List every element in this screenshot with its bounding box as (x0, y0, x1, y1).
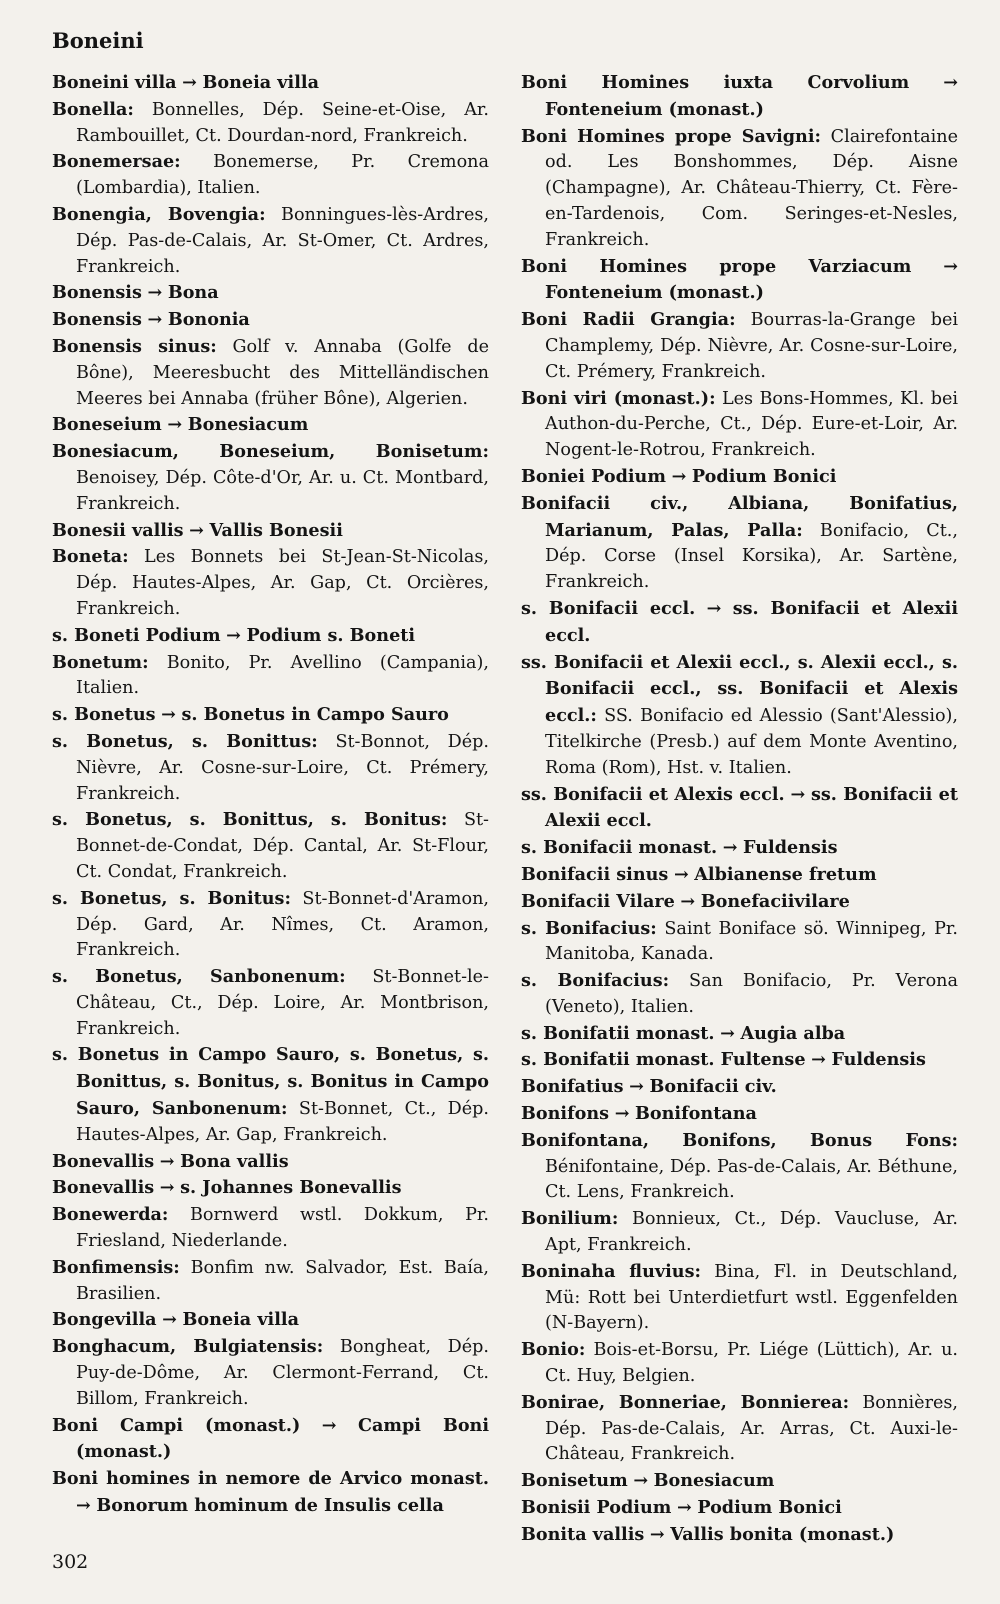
entry-description: Les Bonnets bei St-Jean-St-Nicolas, Dép. Hautes-Alpes, Ar. Gap, Ct. Orcières, Frankreich. (76, 547, 489, 619)
cross-reference-target: Podium s. Boneti (246, 624, 416, 646)
entry-description: Benoisey, Dép. Côte-d'Or, Ar. u. Ct. Montbard, Frankreich. (76, 467, 489, 514)
cross-reference-arrow-icon: → (649, 1523, 665, 1545)
entry-headword: Boni homines in nemore de Arvico monast. (52, 1468, 489, 1490)
cross-reference-arrow-icon: → (720, 1022, 735, 1044)
cross-reference-arrow-icon: → (147, 282, 163, 304)
entry-headword: Boni viri (monast.): (521, 387, 716, 409)
cross-reference-arrow-icon: → (162, 1309, 177, 1331)
entry-headword: Bonewerda: (52, 1204, 169, 1226)
cross-reference-target: ss. Bonifacii et Alexii eccl. (545, 783, 958, 832)
cross-reference-target: Bonefaciivilare (700, 890, 850, 912)
page-number: 302 (52, 1551, 89, 1573)
entry-headword: s. Boneti Podium (52, 624, 221, 646)
cross-reference-target: Augia alba (740, 1022, 846, 1044)
entry-description: SS. Bonifacio ed Alessio (Sant'Alessio), Titelkirche (Presb.) auf dem Monte Aventino, Roma (Rom), Hst. v. Italien. (545, 706, 958, 778)
cross-reference-arrow-icon: → (76, 1495, 91, 1517)
entry-description: St-Bonnet-de-Condat, Dép. Cantal, Ar. St-Flour, Ct. Condat, Frankreich. (76, 810, 490, 882)
entry-headword: Bonensis (52, 309, 142, 331)
dictionary-entry (52, 280, 489, 307)
cross-reference-arrow-icon: → (629, 1076, 644, 1098)
dictionary-entry (52, 650, 489, 703)
dictionary-entry (521, 1047, 958, 1074)
entry-description: Bina, Fl. in Deutschland, Mü: Rott bei Unterdietfurt wstl. Eggenfelden (N-Bayern). (545, 1261, 958, 1334)
dictionary-entry (52, 412, 489, 439)
entry-description: Bonifacio, Ct., Dép. Corse (Insel Korsika), Ar. Sartène, Frankreich. (545, 520, 958, 593)
dictionary-columns (52, 70, 959, 1545)
cross-reference-target: Fonteneium (monast.) (545, 282, 764, 304)
entry-headword: Bonensis sinus: (52, 335, 217, 357)
entry-headword: Bonifons (521, 1103, 610, 1125)
dictionary-entry (521, 1390, 958, 1468)
cross-reference-arrow-icon: → (943, 72, 958, 93)
entry-headword: Bonengia, Bovengia: (52, 203, 266, 225)
dictionary-entry (52, 97, 489, 150)
cross-reference-target: Campi Boni (monast.) (76, 1414, 490, 1463)
cross-reference-arrow-icon: → (671, 465, 687, 487)
cross-reference-arrow-icon: → (722, 837, 738, 859)
entry-description: St-Bonnet-d'Aramon, Dép. Gard, Ar. Nîmes, Ct. Aramon, Frankreich. (76, 888, 489, 961)
entry-headword: Boniei Podium (521, 465, 666, 487)
entry-headword: Bonifontana, Bonifons, Bonus Fons: (521, 1129, 958, 1151)
cross-reference-target: Bona vallis (180, 1150, 289, 1172)
entry-headword: Bonella: (52, 98, 134, 120)
dictionary-entry (521, 862, 958, 889)
dictionary-entry (52, 1175, 489, 1202)
dictionary-entry (52, 149, 489, 202)
cross-reference-target: Bonesiacum (653, 1470, 775, 1492)
entry-headword: Bonfimensis: (52, 1256, 180, 1278)
entry-headword: ss. Bonifacii et Alexii eccl., s. Alexii eccl., s. Bonifacii eccl., ss. Bonifacii et Alexis eccl.: (521, 651, 958, 727)
dictionary-entry (521, 1468, 958, 1495)
dictionary-entry (521, 1074, 958, 1101)
dictionary-entry (52, 334, 489, 412)
entry-headword: s. Bonetus, s. Bonittus: (52, 730, 318, 752)
cross-reference-target: ss. Bonifacii et Alexii eccl. (545, 597, 959, 646)
cross-reference-arrow-icon: → (673, 863, 689, 885)
cross-reference-target: Bona (167, 282, 219, 304)
dictionary-entry (521, 491, 958, 596)
cross-reference-arrow-icon: → (147, 309, 163, 331)
cross-reference-target: Podium Bonici (691, 465, 837, 487)
dictionary-entry (521, 307, 958, 385)
entry-headword: Boni Homines prope Savigni: (521, 125, 822, 147)
dictionary-entry (52, 964, 489, 1042)
entry-headword: s. Bonetus, s. Bonitus: (52, 887, 291, 909)
entry-headword: Bonevallis (52, 1150, 155, 1172)
entry-headword: Bonisetum (521, 1470, 628, 1492)
cross-reference-target: Fuldensis (831, 1049, 926, 1071)
dictionary-entry (52, 307, 489, 334)
dictionary-entry (521, 464, 958, 491)
dictionary-entry (52, 202, 489, 280)
dictionary-entry (52, 1334, 489, 1412)
cross-reference-target: Fuldensis (743, 837, 838, 859)
cross-reference-target: Vallis bonita (monast.) (670, 1523, 895, 1545)
cross-reference-arrow-icon: → (633, 1470, 649, 1492)
entry-headword: s. Bonifacii eccl. (521, 597, 696, 619)
cross-reference-arrow-icon: → (161, 704, 176, 726)
dictionary-entry (52, 702, 489, 729)
dictionary-entry (52, 807, 489, 885)
dictionary-entry (52, 1149, 489, 1176)
entry-description: Bongheat, Dép. Puy-de-Dôme, Ar. Clermont-Ferrand, Ct. Billom, Frankreich. (76, 1337, 489, 1409)
dictionary-entry (521, 650, 958, 782)
entry-headword: Bonesii vallis (52, 519, 184, 541)
entry-headword: Bonisii Podium (521, 1497, 672, 1519)
cross-reference-target: s. Johannes Bonevallis (180, 1177, 402, 1199)
cross-reference-arrow-icon: → (159, 1177, 175, 1199)
entry-description: Bénifontaine, Dép. Pas-de-Calais, Ar. Béthune, Ct. Lens, Frankreich. (545, 1156, 958, 1203)
cross-reference-arrow-icon: → (159, 1150, 175, 1172)
entry-headword: s. Bonifacius: (521, 917, 657, 939)
cross-reference-target: Fonteneium (monast.) (545, 98, 764, 120)
entry-headword: Boni Campi (monast.) (52, 1414, 301, 1436)
cross-reference-target: Bonifacii civ. (649, 1076, 777, 1098)
dictionary-entry (521, 1522, 958, 1549)
entry-headword: s. Bonetus, Sanbonenum: (52, 966, 346, 988)
entry-headword: Boninaha fluvius: (521, 1260, 701, 1282)
dictionary-entry (521, 1337, 958, 1390)
cross-reference-target: Bonesiacum (187, 414, 309, 436)
running-head: Boneini (52, 28, 144, 53)
dictionary-entry (521, 70, 958, 124)
entry-headword: Boneseium (52, 414, 162, 436)
entry-headword: Bonirae, Bonneriae, Bonnierea: (521, 1391, 850, 1413)
cross-reference-target: Boneia villa (202, 72, 319, 93)
dictionary-entry (521, 835, 958, 862)
cross-reference-target: Albianense fretum (694, 863, 877, 885)
entry-description: Bonemerse, Pr. Cremona (Lombardia), Italien. (76, 152, 490, 199)
cross-reference-arrow-icon: → (943, 255, 958, 277)
dictionary-entry (521, 782, 958, 836)
entry-headword: s. Bonetus (52, 704, 156, 726)
dictionary-entry (52, 1202, 489, 1255)
entry-description: Bonfim nw. Salvador, Est. Baía, Brasilien. (76, 1257, 490, 1304)
entry-headword: Bonifacii civ., Albiana, Bonifatius, Marianum, Palas, Palla: (521, 492, 958, 541)
dictionary-entry (521, 916, 958, 969)
dictionary-entry (521, 1128, 958, 1206)
entry-headword: s. Bonifacius: (521, 970, 670, 992)
entry-headword: Boni Homines iuxta Corvolium (521, 72, 910, 93)
dictionary-entry (52, 1255, 489, 1308)
entry-description: Saint Boniface sö. Winnipeg, Pr. Manitoba, Kanada. (545, 918, 959, 965)
dictionary-entry (521, 386, 958, 464)
entry-headword: Bonghacum, Bulgiatensis: (52, 1336, 324, 1358)
entry-headword: s. Bonifatii monast. Fultense (521, 1049, 806, 1071)
cross-reference-target: Vallis Bonesii (209, 519, 343, 541)
dictionary-entry (521, 1021, 958, 1048)
dictionary-entry (521, 1259, 958, 1337)
cross-reference-arrow-icon: → (321, 1414, 337, 1436)
entry-description: Bonnieux, Ct., Dép. Vaucluse, Ar. Apt, Frankreich. (545, 1209, 958, 1256)
entry-description: Bourras-la-Grange bei Champlemy, Dép. Nièvre, Ar. Cosne-sur-Loire, Ct. Prémery, Frankreich. (545, 310, 958, 382)
entry-headword: Bonifacii sinus (521, 863, 669, 885)
entry-headword: Bonensis (52, 282, 142, 304)
cross-reference-arrow-icon: → (706, 597, 722, 619)
cross-reference-arrow-icon: → (226, 624, 241, 646)
entry-headword: Bonifatius (521, 1076, 624, 1098)
cross-reference-arrow-icon: → (811, 1049, 826, 1071)
dictionary-entry (521, 124, 958, 254)
entry-description: St-Bonnet, Ct., Dép. Hautes-Alpes, Ar. Gap, Frankreich. (76, 1099, 490, 1145)
dictionary-entry (52, 518, 489, 545)
cross-reference-target: Bonifontana (635, 1103, 757, 1125)
entry-description: Bonningues-lès-Ardres, Dép. Pas-de-Calais, Ar. St-Omer, Ct. Ardres, Frankreich. (76, 204, 489, 277)
entry-description: Bois-et-Borsu, Pr. Liége (Lüttich), Ar. u. Ct. Huy, Belgien. (545, 1340, 959, 1387)
entry-headword: Bonemersae: (52, 151, 181, 173)
entry-description: Les Bons-Hommes, Kl. bei Authon-du-Perche, Ct., Dép. Eure-et-Loir, Ar. Nogent-le-Rotrou, Frankreich. (545, 388, 958, 461)
entry-headword: Bonifacii Vilare (521, 890, 675, 912)
right-column (521, 70, 959, 1545)
cross-reference-arrow-icon: → (614, 1103, 630, 1125)
dictionary-entry (521, 1206, 958, 1259)
dictionary-entry (52, 729, 489, 807)
cross-reference-arrow-icon: → (790, 783, 806, 805)
entry-description: Bonnelles, Dép. Seine-et-Oise, Ar. Rambouillet, Ct. Dourdan-nord, Frankreich. (76, 99, 489, 146)
left-column (52, 70, 489, 1520)
entry-description: Bonnières, Dép. Pas-de-Calais, Ar. Arras, Ct. Auxi-le-Château, Frankreich. (545, 1392, 959, 1465)
cross-reference-target: Podium Bonici (697, 1497, 842, 1519)
dictionary-entry (521, 1495, 958, 1522)
cross-reference-target: s. Bonetus in Campo Sauro (181, 704, 449, 726)
entry-description: St-Bonnot, Dép. Nièvre, Ar. Cosne-sur-Loire, Ct. Prémery, Frankreich. (76, 731, 489, 804)
entry-headword: Boni Radii Grangia: (521, 309, 736, 331)
dictionary-entry (521, 968, 958, 1021)
entry-headword: ss. Bonifacii et Alexis eccl. (521, 783, 785, 805)
dictionary-entry (521, 596, 958, 650)
dictionary-entry (521, 1101, 958, 1128)
dictionary-entry (521, 254, 958, 308)
dictionary-entry (52, 439, 489, 517)
entry-description: Golf v. Annaba (Golfe de Bône), Meeresbucht des Mittelländischen Meeres bei Annaba (früher Bône), Algerien. (76, 336, 489, 409)
cross-reference-target: Bononia (167, 309, 250, 331)
cross-reference-target: Boneia villa (182, 1309, 299, 1331)
entry-headword: Bonilium: (521, 1208, 619, 1230)
entry-headword: Bonevallis (52, 1177, 155, 1199)
cross-reference-arrow-icon: → (182, 72, 197, 93)
dictionary-entry (52, 1413, 489, 1467)
entry-headword: s. Bonifacii monast. (521, 837, 718, 859)
dictionary-entry (52, 1307, 489, 1334)
entry-headword: Boneini villa (52, 72, 177, 93)
entry-description: San Bonifacio, Pr. Verona (Veneto), Italien. (545, 971, 959, 1017)
cross-reference-arrow-icon: → (189, 519, 204, 541)
dictionary-entry (52, 1042, 489, 1148)
dictionary-entry (52, 544, 489, 622)
dictionary-entry (52, 70, 489, 97)
entry-description: Clairefontaine od. Les Bonshommes, Dép. Aisne (Champagne), Ar. Château-Thierry, Ct. Fère-en-Tardenois, Com. Seringes-et-Nesles, Frankreich. (545, 126, 959, 250)
entry-headword: Bonio: (521, 1339, 586, 1361)
entry-description: Bornwerd wstl. Dokkum, Pr. Friesland, Niederlande. (76, 1205, 489, 1252)
dictionary-entry (52, 886, 489, 964)
entry-headword: Boneta: (52, 546, 129, 568)
cross-reference-arrow-icon: → (680, 890, 696, 912)
entry-description: Bonito, Pr. Avellino (Campania), Italien. (76, 652, 489, 699)
dictionary-entry (52, 623, 489, 650)
entry-headword: Bonesiacum, Boneseium, Bonisetum: (52, 441, 489, 463)
entry-headword: s. Bonetus, s. Bonittus, s. Bonitus: (52, 809, 448, 831)
cross-reference-arrow-icon: → (167, 414, 183, 436)
cross-reference-arrow-icon: → (676, 1497, 692, 1519)
dictionary-entry (52, 1466, 489, 1520)
entry-headword: Bongevilla (52, 1309, 157, 1331)
entry-headword: s. Bonetus in Campo Sauro, s. Bonetus, s. Bonittus, s. Bonitus, s. Bonitus in Campo Sauro, Sanbonenum: (52, 1044, 489, 1120)
entry-headword: s. Bonifatii monast. (521, 1022, 715, 1044)
entry-headword: Bonetum: (52, 651, 149, 673)
entry-description: St-Bonnet-le-Château, Ct., Dép. Loire, Ar. Montbrison, Frankreich. (76, 967, 490, 1039)
dictionary-entry (521, 889, 958, 916)
entry-headword: Bonita vallis (521, 1523, 645, 1545)
cross-reference-target: Bonorum hominum de Insulis cella (96, 1495, 444, 1517)
entry-headword: Boni Homines prope Varziacum (521, 255, 912, 277)
